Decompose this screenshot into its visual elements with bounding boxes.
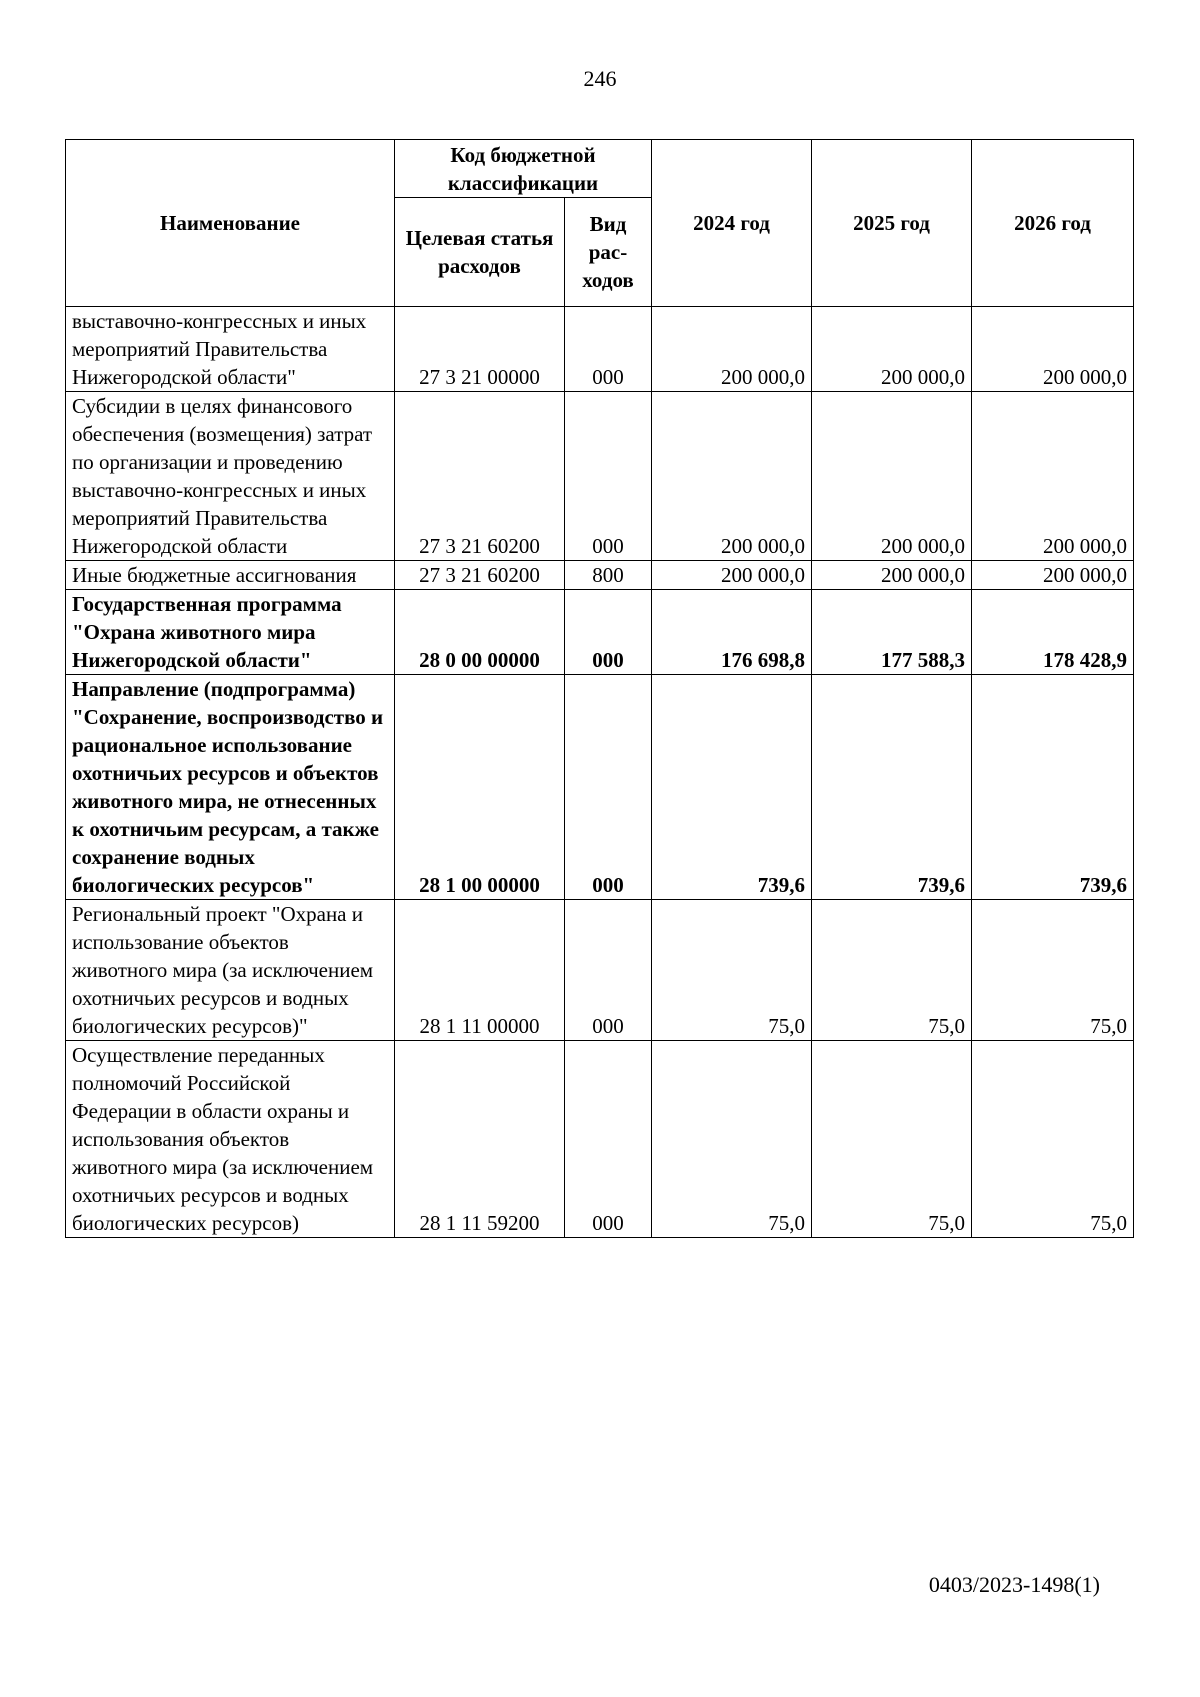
row-target-article: 27 3 21 60200 <box>395 561 565 590</box>
row-name: Региональный проект "Охрана и использование объектов животного мира (за исключением охотничьих ресурсов и водных биологических ресурсов)" <box>66 900 395 1041</box>
row-value-2024: 176 698,8 <box>652 590 812 675</box>
row-value-2024: 75,0 <box>652 1041 812 1238</box>
row-target-article: 28 0 00 00000 <box>395 590 565 675</box>
row-value-2026: 200 000,0 <box>972 307 1134 392</box>
row-value-2024: 200 000,0 <box>652 392 812 561</box>
header-budget-code: Код бюджетной классификации <box>395 140 652 198</box>
table-row <box>66 307 1134 392</box>
row-expense-kind: 000 <box>565 392 652 561</box>
row-value-2025: 739,6 <box>812 675 972 900</box>
row-target-article: 28 1 11 00000 <box>395 900 565 1041</box>
row-name: выставочно-конгрессных и иных мероприятий Правительства Нижегородской области" <box>66 307 395 392</box>
row-value-2025: 200 000,0 <box>812 561 972 590</box>
table-row <box>66 1041 1134 1238</box>
table-row <box>66 675 1134 900</box>
budget-table <box>65 139 1134 1238</box>
row-target-article: 27 3 21 00000 <box>395 307 565 392</box>
row-name: Направление (подпрограмма) "Сохранение, воспроизводство и рациональное использование охотничьих ресурсов и объектов животного мира, не отнесенных к охотничьим ресурсам, а также сохранение водных биологических ресурсов" <box>66 675 395 900</box>
table-row <box>66 392 1134 561</box>
row-value-2024: 75,0 <box>652 900 812 1041</box>
row-value-2025: 177 588,3 <box>812 590 972 675</box>
row-target-article: 28 1 00 00000 <box>395 675 565 900</box>
row-value-2026: 739,6 <box>972 675 1134 900</box>
table-row <box>66 590 1134 675</box>
page-number: 246 <box>583 66 617 91</box>
document-registration-code: 0403/2023-1498(1) <box>928 1572 1100 1597</box>
row-target-article: 27 3 21 60200 <box>395 392 565 561</box>
row-expense-kind: 000 <box>565 590 652 675</box>
header-target-article: Целевая статья расходов <box>395 198 565 307</box>
row-expense-kind: 000 <box>565 307 652 392</box>
row-expense-kind: 000 <box>565 900 652 1041</box>
row-value-2026: 200 000,0 <box>972 392 1134 561</box>
row-value-2026: 75,0 <box>972 900 1134 1041</box>
row-value-2024: 739,6 <box>652 675 812 900</box>
row-expense-kind: 800 <box>565 561 652 590</box>
header-name: Наименование <box>66 140 395 307</box>
row-value-2026: 200 000,0 <box>972 561 1134 590</box>
row-value-2026: 178 428,9 <box>972 590 1134 675</box>
row-target-article: 28 1 11 59200 <box>395 1041 565 1238</box>
row-name: Осуществление переданных полномочий Российской Федерации в области охраны и использования объектов животного мира (за исключением охотничьих ресурсов и водных биологических ресурсов) <box>66 1041 395 1238</box>
row-value-2024: 200 000,0 <box>652 307 812 392</box>
header-year-2025: 2025 год <box>812 140 972 307</box>
row-name: Субсидии в целях финансового обеспечения (возмещения) затрат по организации и проведению выставочно-конгрессных и иных мероприятий Правительства Нижегородской области <box>66 392 395 561</box>
table-header <box>66 140 1134 307</box>
header-year-2024: 2024 год <box>652 140 812 307</box>
row-value-2025: 200 000,0 <box>812 392 972 561</box>
table-row <box>66 561 1134 590</box>
header-year-2026: 2026 год <box>972 140 1134 307</box>
row-name: Государственная программа "Охрана животного мира Нижегородской области" <box>66 590 395 675</box>
row-value-2024: 200 000,0 <box>652 561 812 590</box>
row-name: Иные бюджетные ассигнования <box>66 561 395 590</box>
row-value-2025: 75,0 <box>812 900 972 1041</box>
row-value-2025: 75,0 <box>812 1041 972 1238</box>
row-expense-kind: 000 <box>565 675 652 900</box>
row-expense-kind: 000 <box>565 1041 652 1238</box>
row-value-2025: 200 000,0 <box>812 307 972 392</box>
table-row <box>66 900 1134 1041</box>
row-value-2026: 75,0 <box>972 1041 1134 1238</box>
header-expense-kind: Вид рас-ходов <box>565 198 652 307</box>
